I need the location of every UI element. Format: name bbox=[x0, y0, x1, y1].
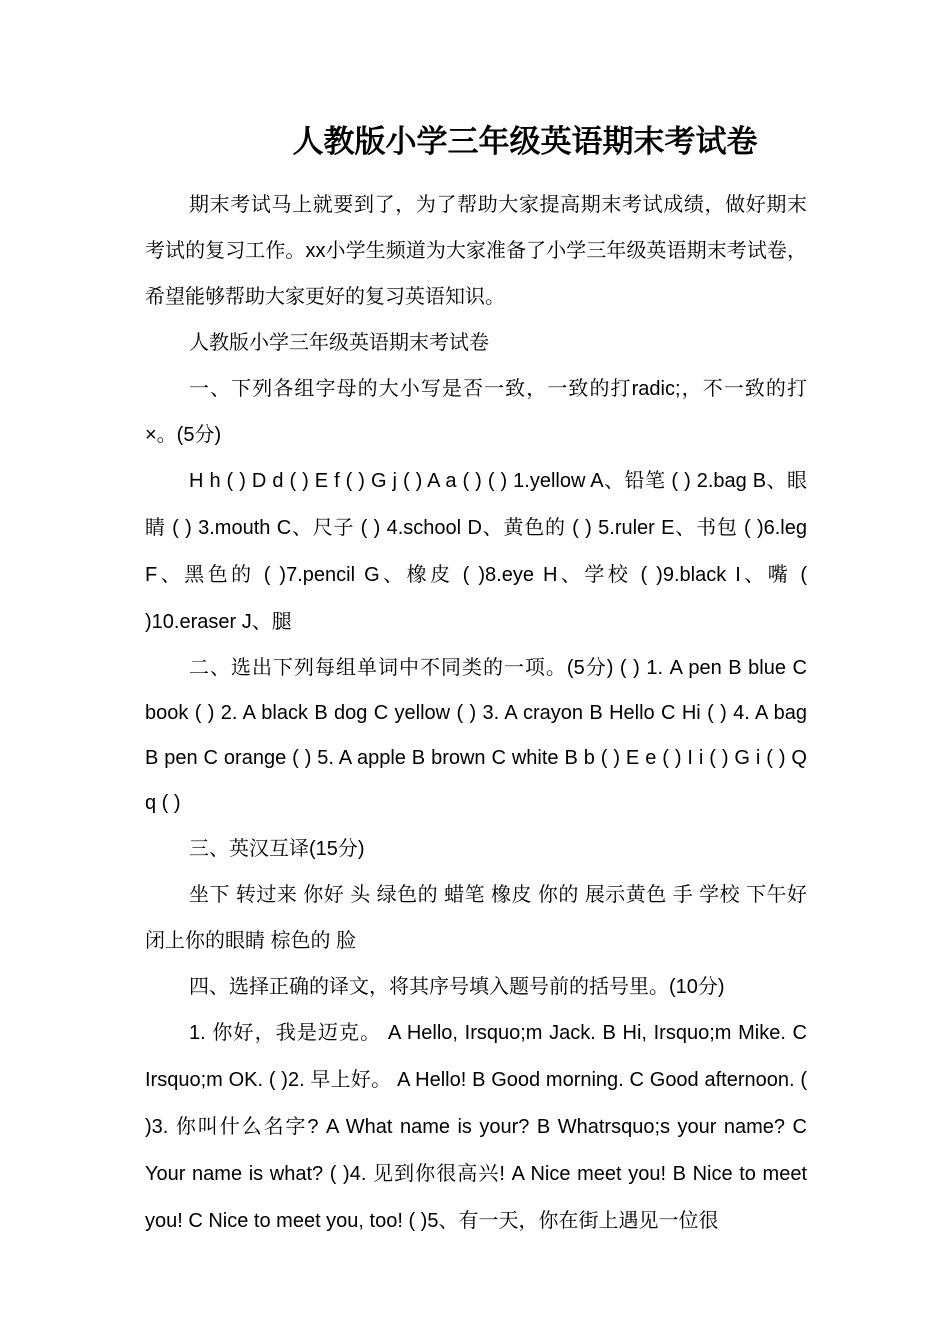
document-body bbox=[145, 182, 807, 1245]
section-1-heading: 一、下列各组字母的大小写是否一致，一致的打radic;，不一致的打×。(5分) bbox=[145, 378, 807, 446]
section-1-content: H h ( ) D d ( ) E f ( ) G j ( ) A a ( ) ( ) 1.yellow A、铅笔 ( ) 2.bag B、眼睛 ( ) 3.mouth C、尺子 ( ) 4.school D、黄色的 ( ) 5.ruler E、书包 ( )6.leg F、黑色的 ( )7.pencil G、橡皮 ( )8.eye H、学校 ( )9.black I、嘴 ( )10.eraser J、腿 bbox=[145, 470, 807, 633]
section-4-content: 1. 你好，我是迈克。 A Hello, Irsquo;m Jack. B Hi, Irsquo;m Mike. C Irsquo;m OK. ( )2. 早上好。 A Hello! B Good morning. C Good afternoon. ( )3. 你叫什么名字? A What name is your? B Whatrsquo;s your name? C Your name is what? ( )4. 见到你很高兴! A Nice meet you! B Nice to meet you! C Nice to meet you, too! ( )5、有一天，你在街上遇见一位很 bbox=[145, 1022, 807, 1232]
section-3-content: 坐下 转过来 你好 头 绿色的 蜡笔 橡皮 你的 展示黄色 手 学校 下午好 闭上你的眼睛 棕色的 脸 bbox=[145, 884, 807, 952]
subtitle-paragraph: 人教版小学三年级英语期末考试卷 bbox=[189, 332, 489, 354]
section-4-heading: 四、选择正确的译文，将其序号填入题号前的括号里。(10分) bbox=[189, 976, 725, 998]
intro-paragraph: 期末考试马上就要到了，为了帮助大家提高期末考试成绩，做好期末考试的复习工作。xx小学生频道为大家准备了小学三年级英语期末考试卷，希望能够帮助大家更好的复习英语知识。 bbox=[145, 194, 807, 308]
document-title: 人教版小学三年级英语期末考试卷 bbox=[292, 124, 758, 160]
section-3-heading: 三、英汉互译(15分) bbox=[189, 838, 365, 860]
section-2-content: 二、选出下列每组单词中不同类的一项。(5分) ( ) 1. A pen B blue C book ( ) 2. A black B dog C yellow ( ) 3. A crayon B Hello C Hi ( ) 4. A bag B pen C orange ( ) 5. A apple B brown C white B b ( ) E e ( ) I i ( ) G i ( ) Q q ( ) bbox=[145, 657, 807, 814]
